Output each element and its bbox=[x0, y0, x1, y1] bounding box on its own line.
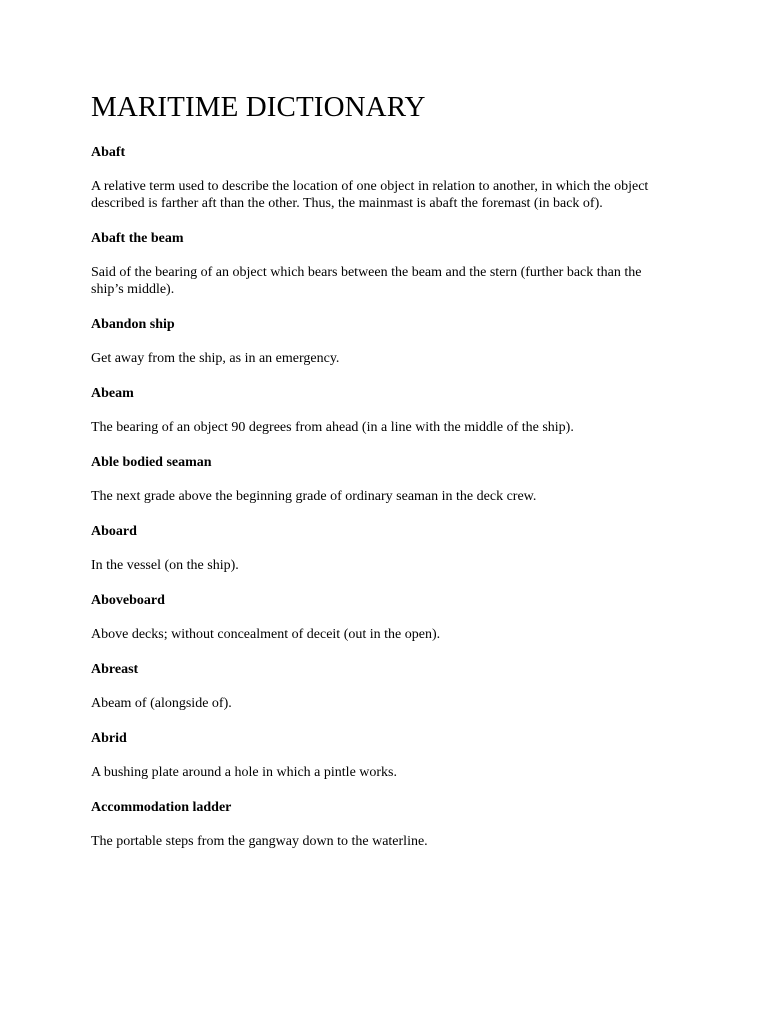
entry-term: Abaft bbox=[91, 145, 126, 160]
entry-term: Accommodation ladder bbox=[91, 800, 232, 815]
dictionary-entry bbox=[91, 730, 668, 781]
entry-definition: Said of the bearing of an object which bears between the beam and the stern (further back than the ship’s middle). bbox=[91, 265, 642, 297]
entry-definition: Abeam of (alongside of). bbox=[91, 696, 232, 711]
dictionary-entries bbox=[91, 144, 668, 850]
entry-term: Abreast bbox=[91, 662, 139, 677]
entry-term: Abandon ship bbox=[91, 317, 175, 332]
entry-term: Aboard bbox=[91, 524, 137, 539]
entry-definition: Above decks; without concealment of deceit (out in the open). bbox=[91, 627, 441, 642]
entry-term: Able bodied seaman bbox=[91, 455, 212, 470]
entry-definition: The next grade above the beginning grade of ordinary seaman in the deck crew. bbox=[91, 489, 537, 504]
dictionary-entry bbox=[91, 661, 668, 712]
entry-definition: In the vessel (on the ship). bbox=[91, 558, 239, 573]
dictionary-entry bbox=[91, 316, 668, 367]
entry-definition: The bearing of an object 90 degrees from ahead (in a line with the middle of the ship). bbox=[91, 420, 574, 435]
dictionary-entry bbox=[91, 799, 668, 850]
entry-definition: The portable steps from the gangway down to the waterline. bbox=[91, 834, 428, 849]
dictionary-entry bbox=[91, 454, 668, 505]
entry-definition: A relative term used to describe the location of one object in relation to another, in which the object described is farther aft than the other. Thus, the mainmast is abaft the foremast (in back of). bbox=[91, 179, 649, 211]
dictionary-entry bbox=[91, 385, 668, 436]
dictionary-entry bbox=[91, 592, 668, 643]
entry-term: Abaft the beam bbox=[91, 231, 184, 246]
entry-term: Abrid bbox=[91, 731, 127, 746]
entry-term: Abeam bbox=[91, 386, 134, 401]
entry-definition: Get away from the ship, as in an emergency. bbox=[91, 351, 340, 366]
dictionary-entry bbox=[91, 523, 668, 574]
entry-definition: A bushing plate around a hole in which a pintle works. bbox=[91, 765, 397, 780]
entry-term: Aboveboard bbox=[91, 593, 165, 608]
dictionary-entry bbox=[91, 144, 668, 212]
page-title: MARITIME DICTIONARY bbox=[91, 91, 426, 123]
dictionary-entry bbox=[91, 230, 668, 298]
